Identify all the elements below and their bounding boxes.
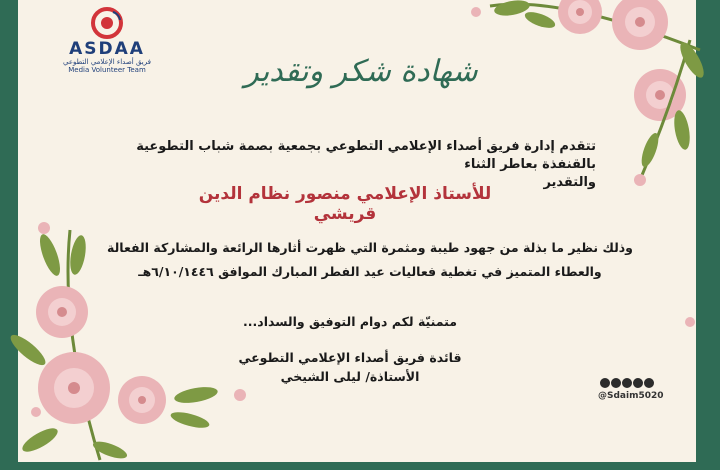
logo-subtitle-en: Media Volunteer Team <box>68 66 146 74</box>
recipient-name: للأستاذ الإعلامي منصور نظام الدين قريشي <box>198 184 492 224</box>
logo-subtitle-ar: فريق أصداء الإعلامي التطوعي <box>63 58 151 66</box>
logo-brand: ASDAA <box>69 39 145 59</box>
logo-mark-icon <box>90 6 124 40</box>
reason-line-2: والعطاء المتميز في تغطية فعاليات عيد الفطر المبارك الموافق ٦/١٠/١٤٤٦هـ <box>138 264 602 279</box>
social-icons <box>600 373 660 389</box>
youtube-icon <box>633 378 643 388</box>
intro-line-1: تتقدم إدارة فريق أصداء الإعلامي التطوعي بجمعية بصمة شباب التطوعية بالقنفذة بعاطر الثناء <box>136 139 596 172</box>
social-handle: @Sdaim5020 <box>598 391 664 401</box>
telegram-icon <box>644 378 654 388</box>
flower-bottom-right <box>685 317 695 327</box>
reason-line-1: وذلك نظير ما بذلة من جهود طيبة ومثمرة التي ظهرت أثارها الرائعة والمشاركة الفعالة <box>107 240 633 255</box>
wish-text: متمنيّة لكم دوام التوفيق والسداد... <box>243 314 457 329</box>
certificate-title: شهادة شكر وتقدير <box>244 54 478 89</box>
signer-title: قائدة فريق أصداء الإعلامي التطوعي <box>238 350 462 365</box>
twitter-icon <box>600 378 610 388</box>
instagram-icon <box>611 378 621 388</box>
signer-name: الأستاذة/ ليلى الشيخي <box>280 369 420 384</box>
asdaa-logo <box>52 6 162 76</box>
reason-paragraph <box>100 236 640 284</box>
intro-line-2: والتقدير <box>543 175 596 190</box>
signature-block <box>210 348 490 386</box>
snapchat-icon <box>622 378 632 388</box>
